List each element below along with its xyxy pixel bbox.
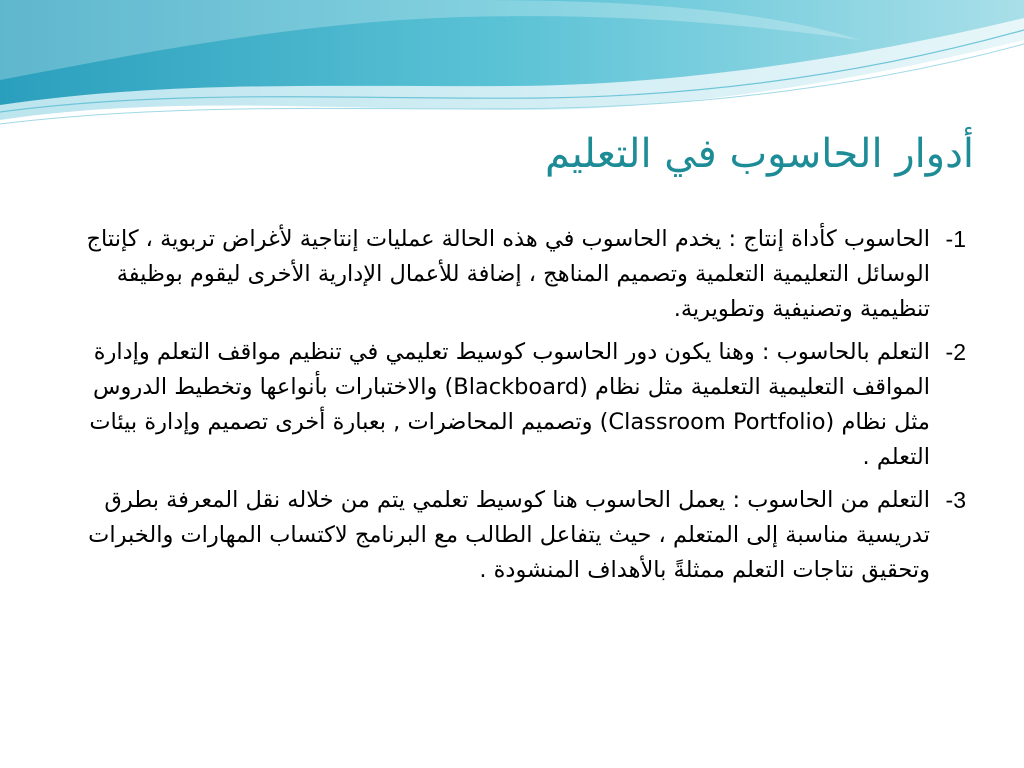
list-item-text: التعلم بالحاسوب : وهنا يكون دور الحاسوب كوسيط تعليمي في تنظيم مواقف التعلم وإدارة المواقف التعليمية التعلمية مثل نظام (Blackboard) والاختبارات بأنواعها وتخطيط الدروس مثل نظام (Classroom Portfolio) وتصميم المحاضرات , بعبارة أخرى تصميم وإدارة بيئات التعلم . bbox=[89, 339, 930, 470]
list-item-text: التعلم من الحاسوب : يعمل الحاسوب هنا كوسيط تعلمي يتم من خلاله نقل المعرفة بطرق تدريسية مناسبة إلى المتعلم ، حيث يتفاعل الطالب مع البرنامج لاكتساب المهارات والخبرات وتحقيق نتاجات التعلم ممثلةً بالأهداف المنشودة . bbox=[88, 487, 930, 583]
content-list bbox=[76, 222, 966, 596]
list-item-number: 3- bbox=[945, 487, 966, 513]
list-item-number: 2- bbox=[945, 339, 966, 365]
slide-title: أدوار الحاسوب في التعليم bbox=[544, 131, 974, 177]
list-item-number: 1- bbox=[945, 226, 966, 252]
wave-header-decoration bbox=[0, 0, 1024, 130]
list-item bbox=[76, 483, 966, 588]
list-item bbox=[76, 222, 966, 327]
list-item-text: الحاسوب كأداة إنتاج : يخدم الحاسوب في هذه الحالة عمليات إنتاجية لأغراض تربوية ، كإنتاج الوسائل التعليمية التعلمية وتصميم المناهج ، إضافة للأعمال الإدارية الأخرى ليقوم بوظيفة تنظيمية وتصنيفية وتطويرية. bbox=[86, 226, 930, 322]
list-item bbox=[76, 335, 966, 475]
